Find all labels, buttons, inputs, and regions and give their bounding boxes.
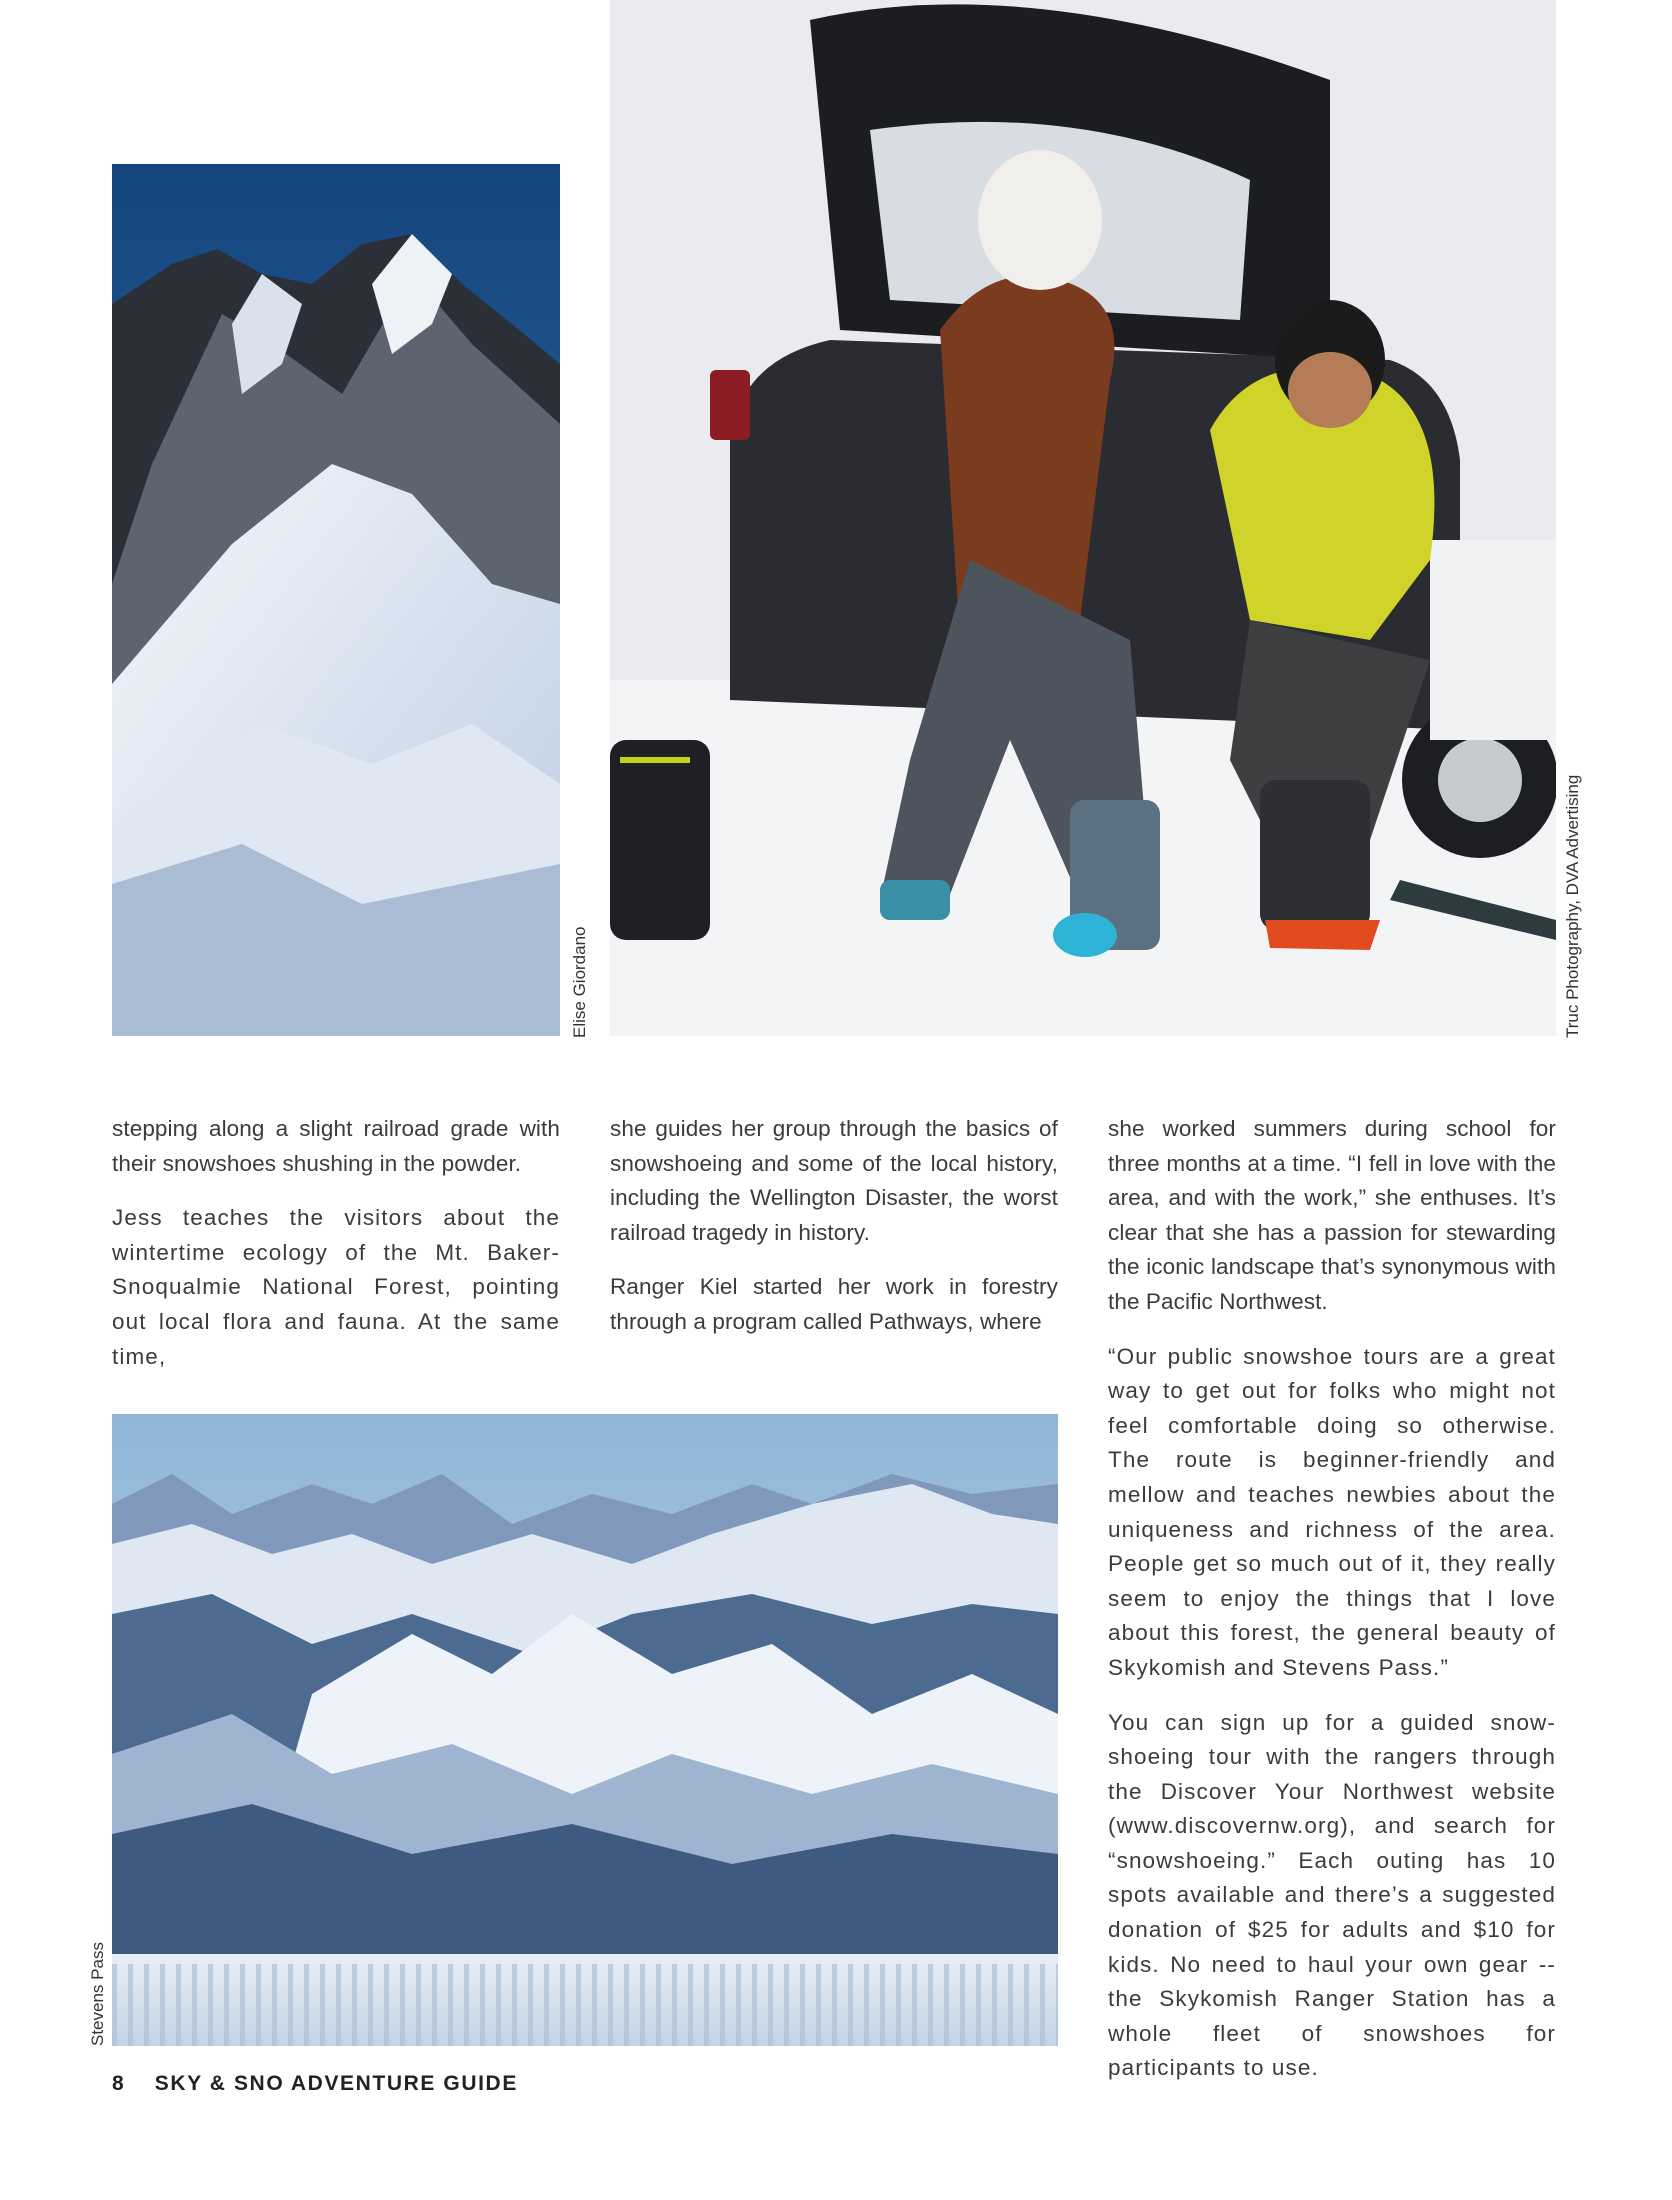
photo-credit-elise-giordano: Elise Giordano <box>570 926 589 1038</box>
text-column-2 <box>610 1112 1058 1360</box>
paragraph: You can sign up for a guided snow-shoeing tour with the rangers through the Discover Your Northwest website (www.discovernw.org), and search for “snowshoeing.” Each outing has 10 spots available and there’s a suggested donation of $25 for adults and $10 for kids. No need to haul your own gear -- the Skykomish Ranger Station has a whole fleet of snowshoes for participants to use. <box>1108 1709 1556 2081</box>
page-footer <box>112 2072 518 2096</box>
paragraph: Ranger Kiel started her work in forestry through a program called Pathways, where <box>610 1274 1058 1334</box>
paragraph: she worked summers during school for three months at a time. “I fell in love with the area, and with the work,” she enthuses. It’s clear that she has a passion for stewarding the iconic landscape that’s synonymous with the Pacific Northwest. <box>1108 1116 1556 1314</box>
publication-title: SKY & SNO ADVENTURE GUIDE <box>154 2072 518 2095</box>
paragraph: Jess teaches the visitors about the wintertime ecology of the Mt. Baker-Snoqualmie National Forest, pointing out local flora and fauna. At the same time, <box>112 1205 560 1369</box>
photo-car-snowshoes <box>610 0 1556 1036</box>
text-column-3 <box>1108 1112 1556 2106</box>
photo-stevens-pass <box>112 1414 1058 2046</box>
paragraph: she guides her group through the basics of snowshoeing and some of the local history, including the Wellington Disaster, the worst railroad tragedy in history. <box>610 1116 1058 1245</box>
photo-credit-truc-photography: Truc Photography, DVA Advertising <box>1563 774 1582 1038</box>
paragraph: stepping along a slight railroad grade with their snowshoes shushing in the powder. <box>112 1116 560 1176</box>
page-number: 8 <box>112 2072 126 2095</box>
photo-credit-stevens-pass: Stevens Pass <box>88 1942 107 2046</box>
photo-mountain-peaks <box>112 164 560 1036</box>
paragraph: “Our public snowshoe tours are a great way to get out for folks who might not feel comfortable doing so otherwise. The route is beginner-friendly and mellow and teaches newbies about the uniqueness and richness of the area. People get so much out of it, they really seem to enjoy the things that I love about this forest, the general beauty of Skykomish and Stevens Pass.” <box>1108 1343 1556 1680</box>
text-column-1 <box>112 1112 560 1394</box>
